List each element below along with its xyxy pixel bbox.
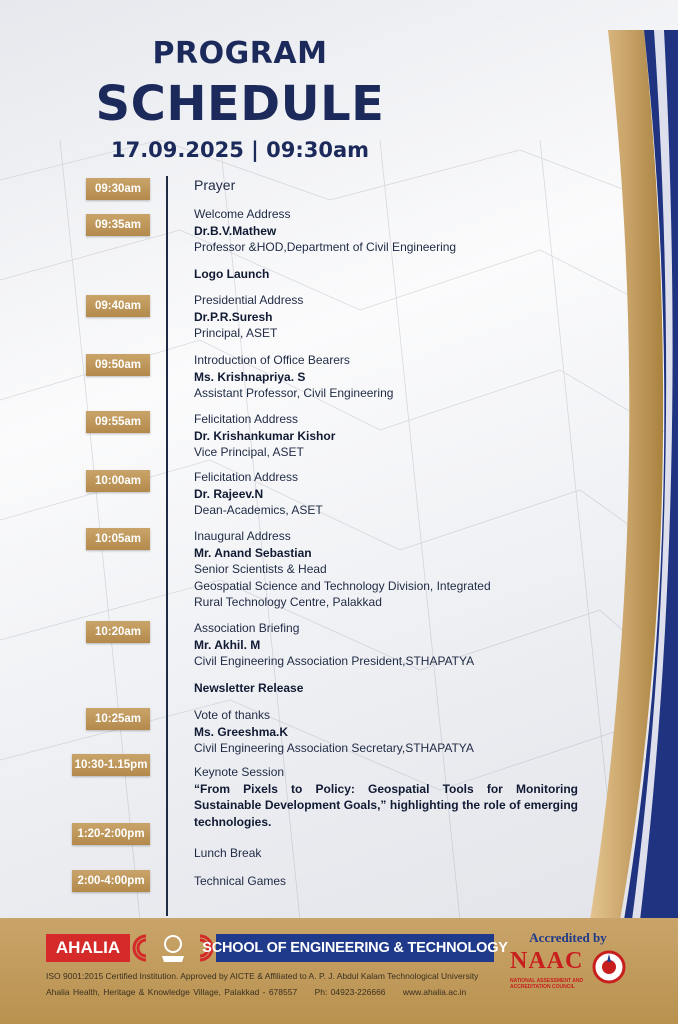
speaker-role: Senior Scientists & Head: [194, 562, 327, 576]
speaker-role: Dean-Academics, ASET: [194, 503, 323, 517]
item-title: Lunch Break: [194, 846, 262, 860]
time-badge: 2:00-4:00pm: [72, 870, 150, 892]
naac-full-name: NATIONAL ASSESSMENT AND ACCREDITATION COUNCIL: [510, 978, 584, 990]
title-schedule: SCHEDULE: [95, 76, 385, 132]
brand-name: AHALIA: [46, 934, 130, 962]
speaker-role: Civil Engineering Association President,STHAPATYA: [194, 654, 475, 668]
schedule-item: [194, 528, 584, 611]
address-text: Ahalia Health, Heritage & Knowledge Village, Palakkad - 678557: [46, 987, 298, 997]
speaker-role: Geospatial Science and Technology Division, Integrated: [194, 578, 491, 593]
naac-emblem-icon: [592, 950, 626, 984]
speaker-name: Ms. Krishnapriya. S: [194, 369, 306, 384]
time-badge: 10:00am: [86, 470, 150, 492]
schedule-item: [194, 764, 584, 830]
time-badge: 10:20am: [86, 621, 150, 643]
speaker-role: Professor &HOD,Department of Civil Engineering: [194, 240, 457, 254]
item-title: Felicitation Address: [194, 412, 299, 426]
event-date-time: 17.09.2025 | 09:30am: [110, 138, 370, 162]
time-badge: 09:40am: [86, 295, 150, 317]
keynote-title: “From Pixels to Policy: Geospatial Tools for Monitoring Sustainable Development Goals,” highlighting the role of emerging technologies.: [194, 781, 578, 829]
speaker-name: Dr. Rajeev.N: [194, 486, 264, 501]
item-title: Technical Games: [194, 874, 287, 888]
item-title: Inaugural Address: [194, 529, 291, 543]
item-title: Newsletter Release: [194, 681, 304, 695]
schedule-item: [194, 680, 584, 697]
certification-text: ISO 9001:2015 Certified Institution. Approved by AICTE & Affiliated to A. P. J. Abdul Kalam Technological University: [46, 971, 479, 981]
schedule-item: [194, 266, 584, 283]
title-program: PROGRAM: [152, 36, 328, 71]
contact-line: [46, 987, 480, 997]
schedule-item: [194, 845, 584, 862]
item-title: Introduction of Office Bearers: [194, 353, 350, 367]
item-title: Vote of thanks: [194, 708, 271, 722]
naac-logo-text: NAAC: [510, 948, 584, 974]
item-title: Prayer: [194, 177, 236, 193]
footer: [0, 918, 678, 1024]
time-badge: 09:35am: [86, 214, 150, 236]
schedule-item: [194, 707, 584, 757]
speaker-name: Mr. Akhil. M: [194, 637, 261, 652]
item-title: Keynote Session: [194, 765, 285, 779]
speaker-role: Assistant Professor, Civil Engineering: [194, 386, 394, 400]
speaker-name: Dr.P.R.Suresh: [194, 309, 273, 324]
item-title: Presidential Address: [194, 293, 304, 307]
time-badge: 09:55am: [86, 411, 150, 433]
item-title: Association Briefing: [194, 621, 300, 635]
schedule-item: [194, 292, 584, 342]
schedule-item: [194, 352, 584, 402]
item-title: Welcome Address: [194, 207, 291, 221]
speaker-name: Dr. Krishankumar Kishor: [194, 428, 336, 443]
time-badge: 10:05am: [86, 528, 150, 550]
item-title: Felicitation Address: [194, 470, 299, 484]
speaker-name: Dr.B.V.Mathew: [194, 223, 277, 238]
schedule-item: [194, 411, 584, 461]
schedule-item: [194, 206, 584, 256]
speaker-name: Mr. Anand Sebastian: [194, 545, 312, 560]
school-name: SCHOOL OF ENGINEERING & TECHNOLOGY: [216, 934, 494, 962]
time-badge: 10:30-1.15pm: [72, 754, 150, 776]
accredited-label: Accredited by: [529, 930, 607, 945]
speaker-role: Principal, ASET: [194, 326, 278, 340]
schedule-item: [194, 873, 584, 890]
phone-text: Ph: 04923-226666: [314, 987, 386, 997]
website-link[interactable]: www.ahalia.ac.in: [402, 987, 467, 997]
naac-accreditation: [506, 928, 630, 1012]
time-badge: 1:20-2:00pm: [72, 823, 150, 845]
schedule-item: [194, 177, 584, 194]
speaker-role: Civil Engineering Association Secretary,STHAPATYA: [194, 741, 474, 755]
schedule-item: [194, 469, 584, 519]
time-badge: 09:30am: [86, 178, 150, 200]
speaker-role: Rural Technology Centre, Palakkad: [194, 595, 382, 609]
item-title: Logo Launch: [194, 267, 270, 281]
schedule-item: [194, 620, 584, 670]
speaker-role: Vice Principal, ASET: [194, 445, 304, 459]
time-badge: 10:25am: [86, 708, 150, 730]
timeline-line: [166, 176, 168, 916]
speaker-name: Ms. Greeshma.K: [194, 724, 289, 739]
time-badge: 09:50am: [86, 354, 150, 376]
